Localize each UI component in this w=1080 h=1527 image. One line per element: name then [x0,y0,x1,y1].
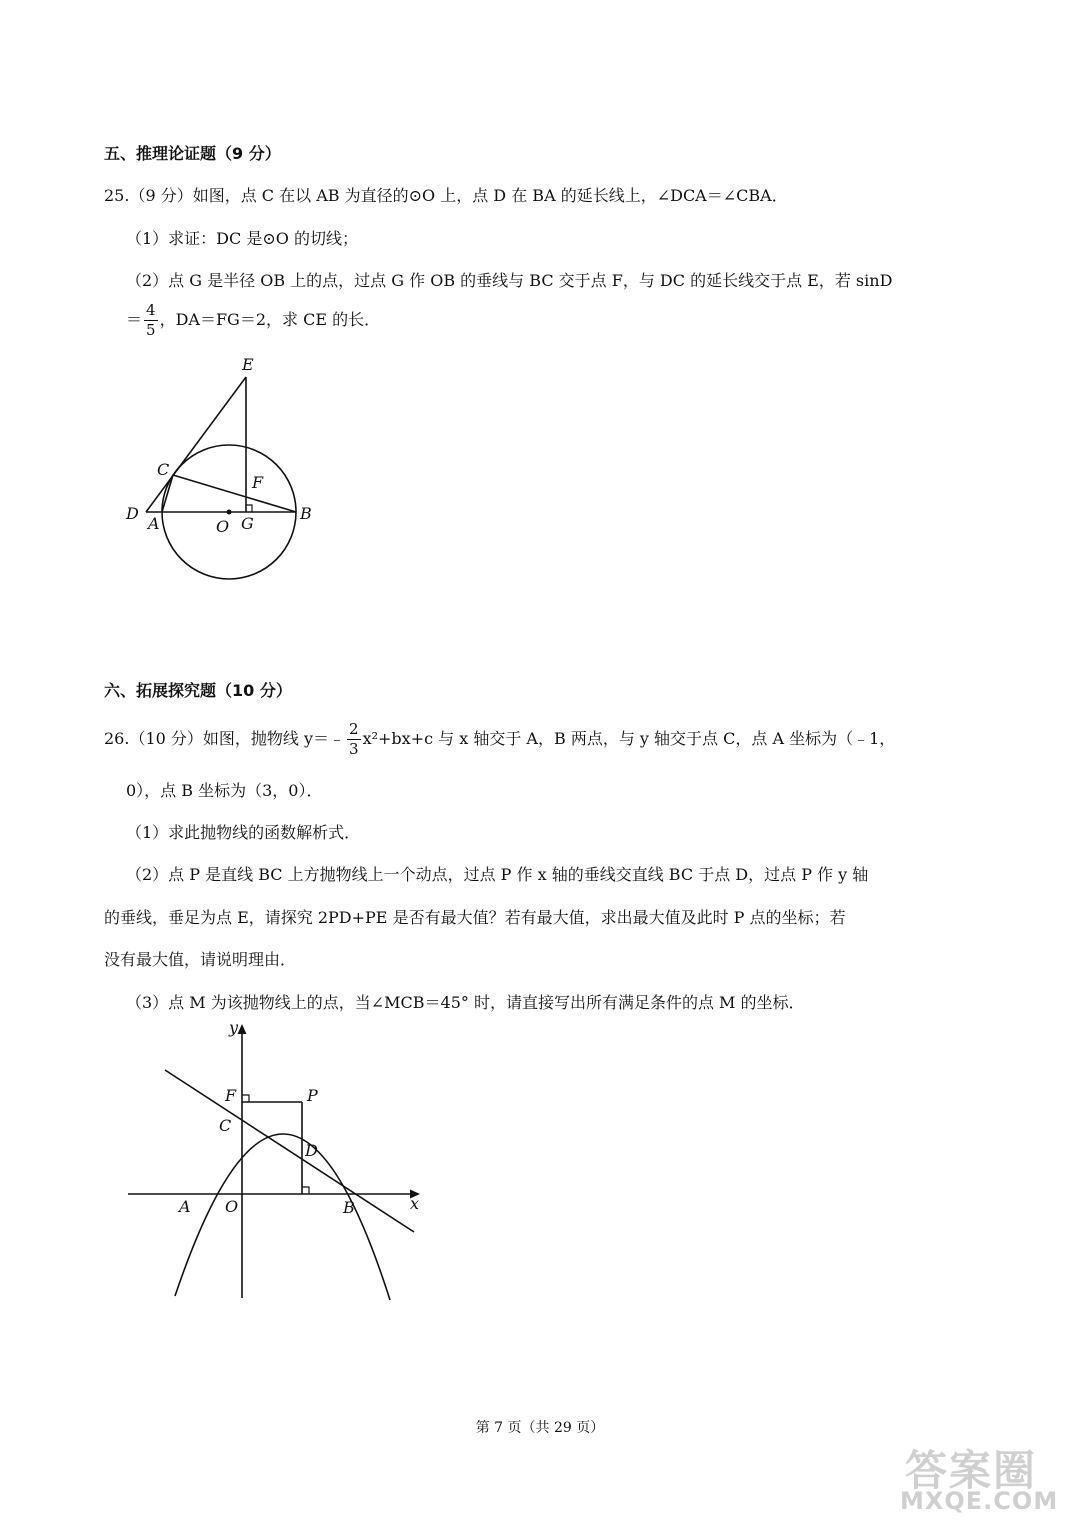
label-y: y [229,1018,239,1037]
q25-stem: 25.（9 分）如图，点 C 在以 AB 为直径的⊙O 上，点 D 在 BA 的延长线上，∠DCA＝∠CBA． [104,186,788,205]
q25-equals: ＝ [126,310,143,329]
q26-frac-num: 2 [349,720,359,738]
q26-stem-post: x²+bx+c 与 x 轴交于 A，B 两点，与 y 轴交于点 C，点 A 坐标为（﹣1， [362,729,896,748]
label-b: B [300,504,312,523]
q25-part2-line1: （2）点 G 是半径 OB 上的点，过点 G 作 OB 的垂线与 BC 交于点 F，与 DC 的延长线交于点 E，若 sinD [126,271,893,290]
watermark-site: MXQE.COM [900,1487,1059,1515]
label-b: B [343,1198,355,1217]
right-angle-foot [302,1187,309,1194]
q26-stem-line2: 0），点 B 坐标为（3，0）． [126,781,323,800]
q26-part3: （3）点 M 为该抛物线上的点，当∠MCB＝45° 时，请直接写出所有满足条件的点 M 的坐标． [126,993,805,1012]
q25-figure [115,345,345,590]
label-f: F [252,473,264,492]
q25-fraction [144,303,158,338]
label-a: A [179,1197,191,1216]
label-c: C [219,1116,232,1135]
label-d: D [126,504,139,523]
q25-part2-line2 [126,303,380,338]
line-bc [165,1070,414,1232]
y-axis-arrow [238,1024,247,1034]
q25-part2-rest: ，DA＝FG＝2，求 CE 的长． [159,310,381,329]
label-g: G [241,514,254,533]
label-c: C [157,460,170,479]
line-ca [162,475,173,512]
q26-frac-den: 3 [349,740,359,758]
q25-frac-num: 4 [146,301,156,319]
parabola-curve [175,1134,390,1300]
page-footer: 第 7 页（共 29 页） [475,1420,605,1436]
q26-part1: （1）求此抛物线的函数解析式． [126,823,361,842]
q26-part2-line3: 没有最大值，请说明理由． [104,950,297,969]
q26-part2-line1: （2）点 P 是直线 BC 上方抛物线上一个动点，过点 P 作 x 轴的垂线交直线 BC 于点 D，过点 P 作 y 轴 [126,865,869,884]
q26-stem-pre: 26.（10 分）如图，抛物线 y＝﹣ [104,729,346,748]
label-d: D [305,1141,318,1160]
section-heading-5: 五、推理论证题（9 分） [104,144,281,163]
right-angle-g [246,505,252,512]
watermark-logo: 答案圈 [905,1446,1038,1495]
label-x: x [410,1194,420,1213]
line-cb [173,475,296,512]
label-a: A [148,514,160,533]
q26-part2-line2: 的垂线，垂足为点 E，请探究 2PD+PE 是否有最大值？若有最大值，求出最大值及此时 P 点的坐标；若 [104,908,846,927]
label-f: F [225,1086,237,1105]
label-p: P [307,1086,318,1105]
q26-fraction [347,722,361,757]
label-o: O [216,517,230,536]
center-o-dot [227,510,232,515]
q25-part1: （1）求证：DC 是⊙O 的切线； [126,229,358,248]
q25-frac-den: 5 [146,321,156,339]
right-angle-f [242,1095,249,1102]
label-o: O [225,1197,239,1216]
label-e: E [242,355,254,374]
section-heading-6: 六、拓展探究题（10 分） [104,681,292,700]
q26-figure [120,1015,430,1305]
q26-stem [104,722,895,757]
